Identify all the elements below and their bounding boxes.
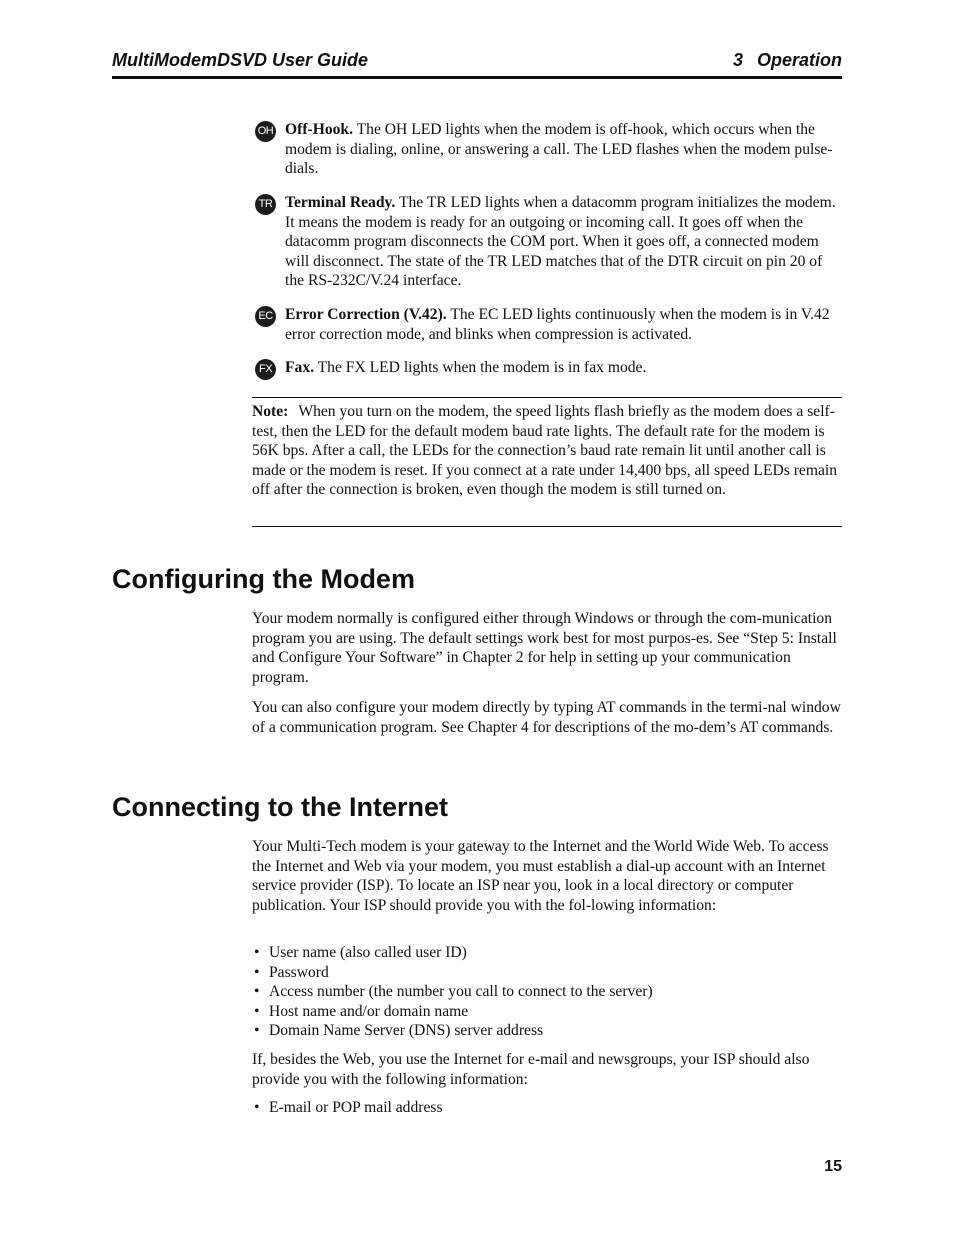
led-description: The TR LED lights when a datacomm program initializes the modem. It means the modem is ready for an outgoing or incoming call. It goes off when the datacomm program disconnects the COM port. When it goes off, a connected modem will disconnect. The state of the TR LED matches that of the DTR circuit on pin 20 of the RS-232C/V.24 interface. xyxy=(285,194,836,289)
note-box xyxy=(252,397,842,527)
led-description: The FX LED lights when the modem is in fax mode. xyxy=(317,359,647,376)
led-description: The EC LED lights continuously when the modem is in V.42 error correction mode, and blinks when compression is activated. xyxy=(285,306,830,343)
led-item-text xyxy=(285,305,843,344)
running-header xyxy=(112,48,842,79)
tr-led-icon: TR xyxy=(255,194,276,215)
header-title: MultiModemDSVD User Guide xyxy=(112,50,369,70)
internet-paragraph-1: Your Multi-Tech modem is your gateway to the Internet and the World Wide Web. To access the Internet and Web via your modem, you must establish a dial-up account with an Internet service provider (ISP). To locate an ISP near you, look in a local directory or computer publication. Your ISP should provide you with the fol-lowing information: xyxy=(252,838,829,914)
led-item-oh xyxy=(253,120,843,179)
header-chapter xyxy=(733,50,842,71)
note-paragraph xyxy=(252,402,842,500)
list-item: • Password xyxy=(252,963,842,983)
led-term: Terminal Ready. xyxy=(285,194,396,211)
led-term: Off-Hook. xyxy=(285,121,354,138)
led-description: The OH LED lights when the modem is off-hook, which occurs when the modem is dialing, online, or answering a call. The LED flashes when the modem pulse-dials. xyxy=(285,121,833,177)
page-number: 15 xyxy=(824,1158,842,1175)
list-item: • Host name and/or domain name xyxy=(252,1002,842,1022)
list-item: • Domain Name Server (DNS) server address xyxy=(252,1021,842,1041)
led-item-text xyxy=(285,120,843,179)
header-chapter-title: Operation xyxy=(756,50,842,70)
email-info-list xyxy=(252,1098,842,1118)
led-item-text xyxy=(285,358,843,378)
fx-led-icon: FX xyxy=(255,359,276,380)
led-item-ec xyxy=(253,305,843,344)
list-item: • Access number (the number you call to connect to the server) xyxy=(252,982,842,1002)
isp-info-list xyxy=(252,943,842,1041)
note-text: When you turn on the modem, the speed lights flash briefly as the modem does a self-test, then the LED for the default modem baud rate lights. The default rate for the modem is 56K bps. After a call, the LEDs for the connection’s baud rate remain lit until another call is made or the modem is reset. If you connect at a rate under 14,400 bps, all speed LEDs remain off after the connection is broken, even though the modem is still turned on. xyxy=(252,403,838,498)
led-item-fx xyxy=(253,358,843,378)
oh-led-icon: OH xyxy=(255,121,276,142)
list-item: • E-mail or POP mail address xyxy=(252,1098,842,1118)
led-item-text xyxy=(285,193,843,291)
heading-configuring: Configuring the Modem xyxy=(112,564,415,594)
heading-internet: Connecting to the Internet xyxy=(112,792,448,822)
configuring-paragraph-1: Your modem normally is configured either through Windows or through the com-munication program you are using. The default settings work best for most purpos-es. See “Step 5: Install and Configure Your Software” in Chapter 2 for help in setting up your communication program. xyxy=(252,610,837,686)
list-item: • User name (also called user ID) xyxy=(252,943,842,963)
led-term: Error Correction (V.42). xyxy=(285,306,447,323)
configuring-paragraph-2: You can also configure your modem directly by typing AT commands in the termi-nal window of a communication program. See Chapter 4 for descriptions of the mo-dem’s AT commands. xyxy=(252,699,841,736)
header-chapter-number: 3 xyxy=(732,50,743,70)
note-label: Note: xyxy=(252,403,289,420)
internet-paragraph-2: If, besides the Web, you use the Internet for e-mail and newsgroups, your ISP should also provide you with the following information: xyxy=(252,1051,810,1088)
led-term: Fax. xyxy=(285,359,315,376)
led-item-tr xyxy=(253,193,843,291)
ec-led-icon: EC xyxy=(255,306,276,327)
